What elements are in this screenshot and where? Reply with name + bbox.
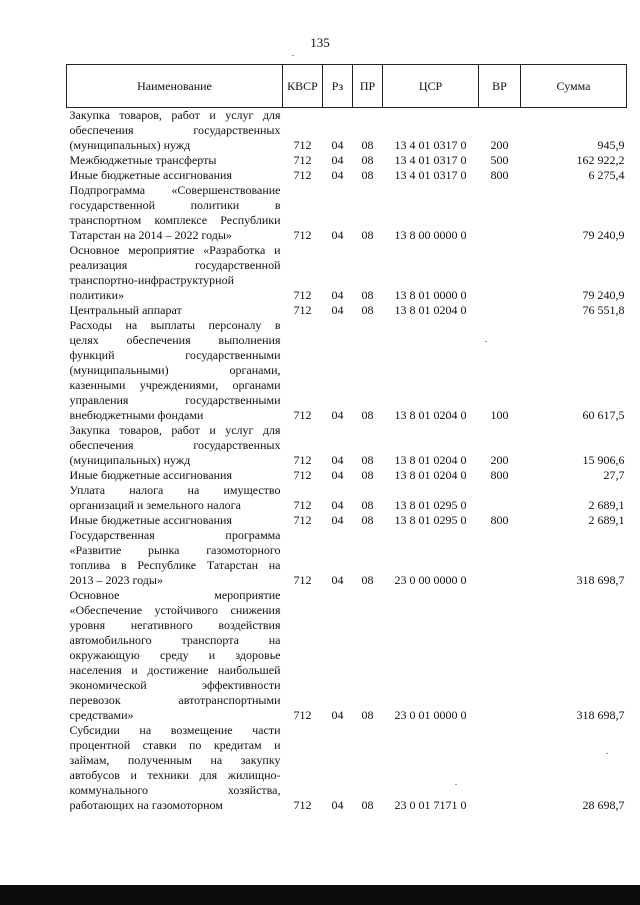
row-vr: 500 (490, 153, 509, 167)
row-csr: 13 8 01 0204 0 (394, 303, 467, 317)
row-pr: 08 (361, 798, 374, 812)
table-row (67, 108, 627, 154)
row-kvsr: 712 (293, 303, 312, 317)
row-name-line: займам, полученным на закупку (69, 753, 281, 767)
row-vr: 800 (490, 468, 509, 482)
row-name-line: автобусов и техники для жилищно- (69, 768, 281, 782)
row-kvsr: 712 (293, 153, 312, 167)
row-rz: 04 (331, 798, 344, 812)
page-number: 135 (310, 35, 330, 50)
row-name (67, 423, 283, 468)
row-name-line: (муниципальных) нужд (69, 453, 191, 467)
row-vr (479, 183, 521, 243)
table-row (67, 513, 627, 528)
row-name-line: Подпрограмма «Совершенствование (69, 183, 281, 197)
row-name-line: транспортном комплексе Республики (69, 213, 281, 227)
row-name (67, 483, 283, 513)
row-name (67, 183, 283, 243)
row-rz: 04 (331, 168, 344, 182)
scan-speck (292, 55, 294, 56)
row-pr: 08 (361, 468, 374, 482)
row-rz: 04 (331, 153, 344, 167)
row-name-line: организаций и земельного налога (69, 498, 241, 512)
row-name-line: Межбюджетные трансферты (69, 153, 217, 167)
row-rz: 04 (331, 228, 344, 242)
row-pr: 08 (361, 138, 374, 152)
header-name: Наименование (67, 65, 283, 108)
row-name-line: обеспечения государственных (69, 438, 281, 452)
header-pr: ПР (353, 65, 383, 108)
row-name-line: 2013 – 2023 годы» (69, 573, 163, 587)
row-name-line: экономической эффективности (69, 678, 281, 692)
row-sum: 79 240,9 (582, 288, 625, 302)
row-csr: 13 8 01 0204 0 (394, 453, 467, 467)
row-vr (479, 303, 521, 318)
row-kvsr: 712 (293, 498, 312, 512)
row-rz: 04 (331, 498, 344, 512)
row-csr: 13 8 01 0000 0 (394, 288, 467, 302)
row-name-line: Уплата налога на имущество (69, 483, 281, 497)
row-kvsr: 712 (293, 468, 312, 482)
row-csr: 23 0 01 0000 0 (394, 708, 467, 722)
row-name (67, 513, 283, 528)
row-kvsr: 712 (293, 708, 312, 722)
table-row (67, 528, 627, 588)
row-kvsr: 712 (293, 513, 312, 527)
row-sum: 15 906,6 (582, 453, 625, 467)
row-name-line: населения и достижение наибольшей (69, 663, 281, 677)
row-name-line: Закупка товаров, работ и услуг для (69, 108, 281, 122)
row-sum: 945,9 (597, 138, 625, 152)
header-vr: ВР (479, 65, 521, 108)
row-name-line: (муниципальными) органами, (69, 363, 281, 377)
row-name-line: Иные бюджетные ассигнования (69, 168, 232, 182)
row-kvsr: 712 (293, 573, 312, 587)
row-rz: 04 (331, 573, 344, 587)
row-name-line: Татарстан на 2014 – 2022 годы» (69, 228, 232, 242)
row-rz: 04 (331, 408, 344, 422)
row-name-line: (муниципальных) нужд (69, 138, 191, 152)
row-name-line: Расходы на выплаты персоналу в (69, 318, 281, 332)
row-sum: 79 240,9 (582, 228, 625, 242)
row-name-line: топлива в Республике Татарстан на (69, 558, 281, 572)
row-name-line: автомобильного транспорта на (69, 633, 281, 647)
row-name (67, 318, 283, 423)
row-name-line: Основное мероприятие (69, 588, 281, 602)
row-pr: 08 (361, 453, 374, 467)
row-name-line: уровня негативного воздействия (69, 618, 281, 632)
row-name (67, 168, 283, 183)
row-rz: 04 (331, 288, 344, 302)
row-name-line: казенными учреждениями, органами (69, 378, 281, 392)
row-name-line: Основное мероприятие «Разработка и (69, 243, 281, 257)
row-name-line: процентной ставки по кредитам и (69, 738, 281, 752)
row-name-line: перевозок автотранспортными (69, 693, 281, 707)
row-pr: 08 (361, 498, 374, 512)
row-kvsr: 712 (293, 408, 312, 422)
row-vr: 200 (490, 453, 509, 467)
row-pr: 08 (361, 303, 374, 317)
table-row (67, 468, 627, 483)
header-csr: ЦСР (383, 65, 479, 108)
row-csr: 13 8 01 0204 0 (394, 408, 467, 422)
row-vr: 800 (490, 168, 509, 182)
row-vr (479, 483, 521, 513)
row-kvsr: 712 (293, 453, 312, 467)
row-rz: 04 (331, 453, 344, 467)
row-pr: 08 (361, 168, 374, 182)
row-name-line: внебюджетными фондами (69, 408, 204, 422)
row-name-line: Закупка товаров, работ и услуг для (69, 423, 281, 437)
row-rz: 04 (331, 303, 344, 317)
row-pr: 08 (361, 153, 374, 167)
row-name-line: управления государственными (69, 393, 281, 407)
table-header-row (67, 65, 627, 108)
row-name (67, 468, 283, 483)
table-row (67, 243, 627, 303)
row-csr: 13 8 01 0295 0 (394, 498, 467, 512)
row-csr: 13 8 01 0204 0 (394, 468, 467, 482)
table-row (67, 423, 627, 468)
row-csr: 13 4 01 0317 0 (394, 138, 467, 152)
row-name (67, 303, 283, 318)
row-pr: 08 (361, 513, 374, 527)
row-vr: 800 (490, 513, 509, 527)
row-name-line: «Обеспечение устойчивого снижения (69, 603, 281, 617)
table-body (67, 108, 627, 814)
row-name (67, 153, 283, 168)
row-sum: 27,7 (603, 468, 625, 482)
row-sum: 2 689,1 (588, 513, 625, 527)
row-rz: 04 (331, 468, 344, 482)
row-csr: 13 8 00 0000 0 (394, 228, 467, 242)
row-name-line: «Развитие рынка газомоторного (69, 543, 281, 557)
row-kvsr: 712 (293, 138, 312, 152)
row-pr: 08 (361, 573, 374, 587)
budget-table (66, 64, 627, 813)
row-sum: 76 551,8 (582, 303, 625, 317)
scan-bottom-edge (0, 885, 640, 905)
table-row (67, 723, 627, 813)
row-name-line: функций государственными (69, 348, 281, 362)
row-pr: 08 (361, 408, 374, 422)
table-row (67, 183, 627, 243)
row-pr: 08 (361, 228, 374, 242)
row-name-line: обеспечения государственных (69, 123, 281, 137)
row-pr: 08 (361, 288, 374, 302)
row-name-line: Государственная программа (69, 528, 281, 542)
row-name (67, 723, 283, 813)
row-csr: 23 0 00 0000 0 (394, 573, 467, 587)
row-name-line: государственной политики в (69, 198, 281, 212)
row-name-line: Субсидии на возмещение части (69, 723, 281, 737)
row-name (67, 243, 283, 303)
row-name-line: Иные бюджетные ассигнования (69, 513, 232, 527)
header-kvsr: КВСР (283, 65, 323, 108)
row-name-line: средствами» (69, 708, 134, 722)
row-sum: 162 922,2 (576, 153, 625, 167)
row-csr: 23 0 01 7171 0 (394, 798, 467, 812)
row-name-line: транспортно-инфраструктурной (69, 273, 234, 287)
row-vr: 200 (490, 138, 509, 152)
table-row (67, 168, 627, 183)
header-sum: Сумма (521, 65, 627, 108)
row-name-line: реализация государственной (69, 258, 281, 272)
row-rz: 04 (331, 513, 344, 527)
row-sum: 2 689,1 (588, 498, 625, 512)
row-name (67, 108, 283, 154)
row-vr (479, 243, 521, 303)
table-row (67, 303, 627, 318)
row-vr (479, 588, 521, 723)
row-rz: 04 (331, 138, 344, 152)
table-row (67, 588, 627, 723)
row-sum: 318 698,7 (576, 573, 625, 587)
row-name-line: работающих на газомоторном (69, 798, 223, 812)
row-kvsr: 712 (293, 168, 312, 182)
row-name-line: целях обеспечения выполнения (69, 333, 281, 347)
row-sum: 318 698,7 (576, 708, 625, 722)
row-kvsr: 712 (293, 228, 312, 242)
row-name (67, 528, 283, 588)
row-name-line: Центральный аппарат (69, 303, 182, 317)
row-kvsr: 712 (293, 798, 312, 812)
row-sum: 60 617,5 (582, 408, 625, 422)
row-vr: 100 (490, 408, 509, 422)
row-vr (479, 528, 521, 588)
row-name-line: коммунального хозяйства, (69, 783, 281, 797)
row-name (67, 588, 283, 723)
row-name-line: окружающую среду и здоровье (69, 648, 281, 662)
table-row (67, 153, 627, 168)
row-kvsr: 712 (293, 288, 312, 302)
row-sum: 28 698,7 (582, 798, 625, 812)
row-name-line: Иные бюджетные ассигнования (69, 468, 232, 482)
row-csr: 13 4 01 0317 0 (394, 168, 467, 182)
table-row (67, 483, 627, 513)
row-csr: 13 8 01 0295 0 (394, 513, 467, 527)
row-rz: 04 (331, 708, 344, 722)
header-rz: Рз (323, 65, 353, 108)
row-name-line: политики» (69, 288, 125, 302)
row-sum: 6 275,4 (588, 168, 625, 182)
table-row (67, 318, 627, 423)
row-csr: 13 4 01 0317 0 (394, 153, 467, 167)
row-vr (479, 723, 521, 813)
row-pr: 08 (361, 708, 374, 722)
